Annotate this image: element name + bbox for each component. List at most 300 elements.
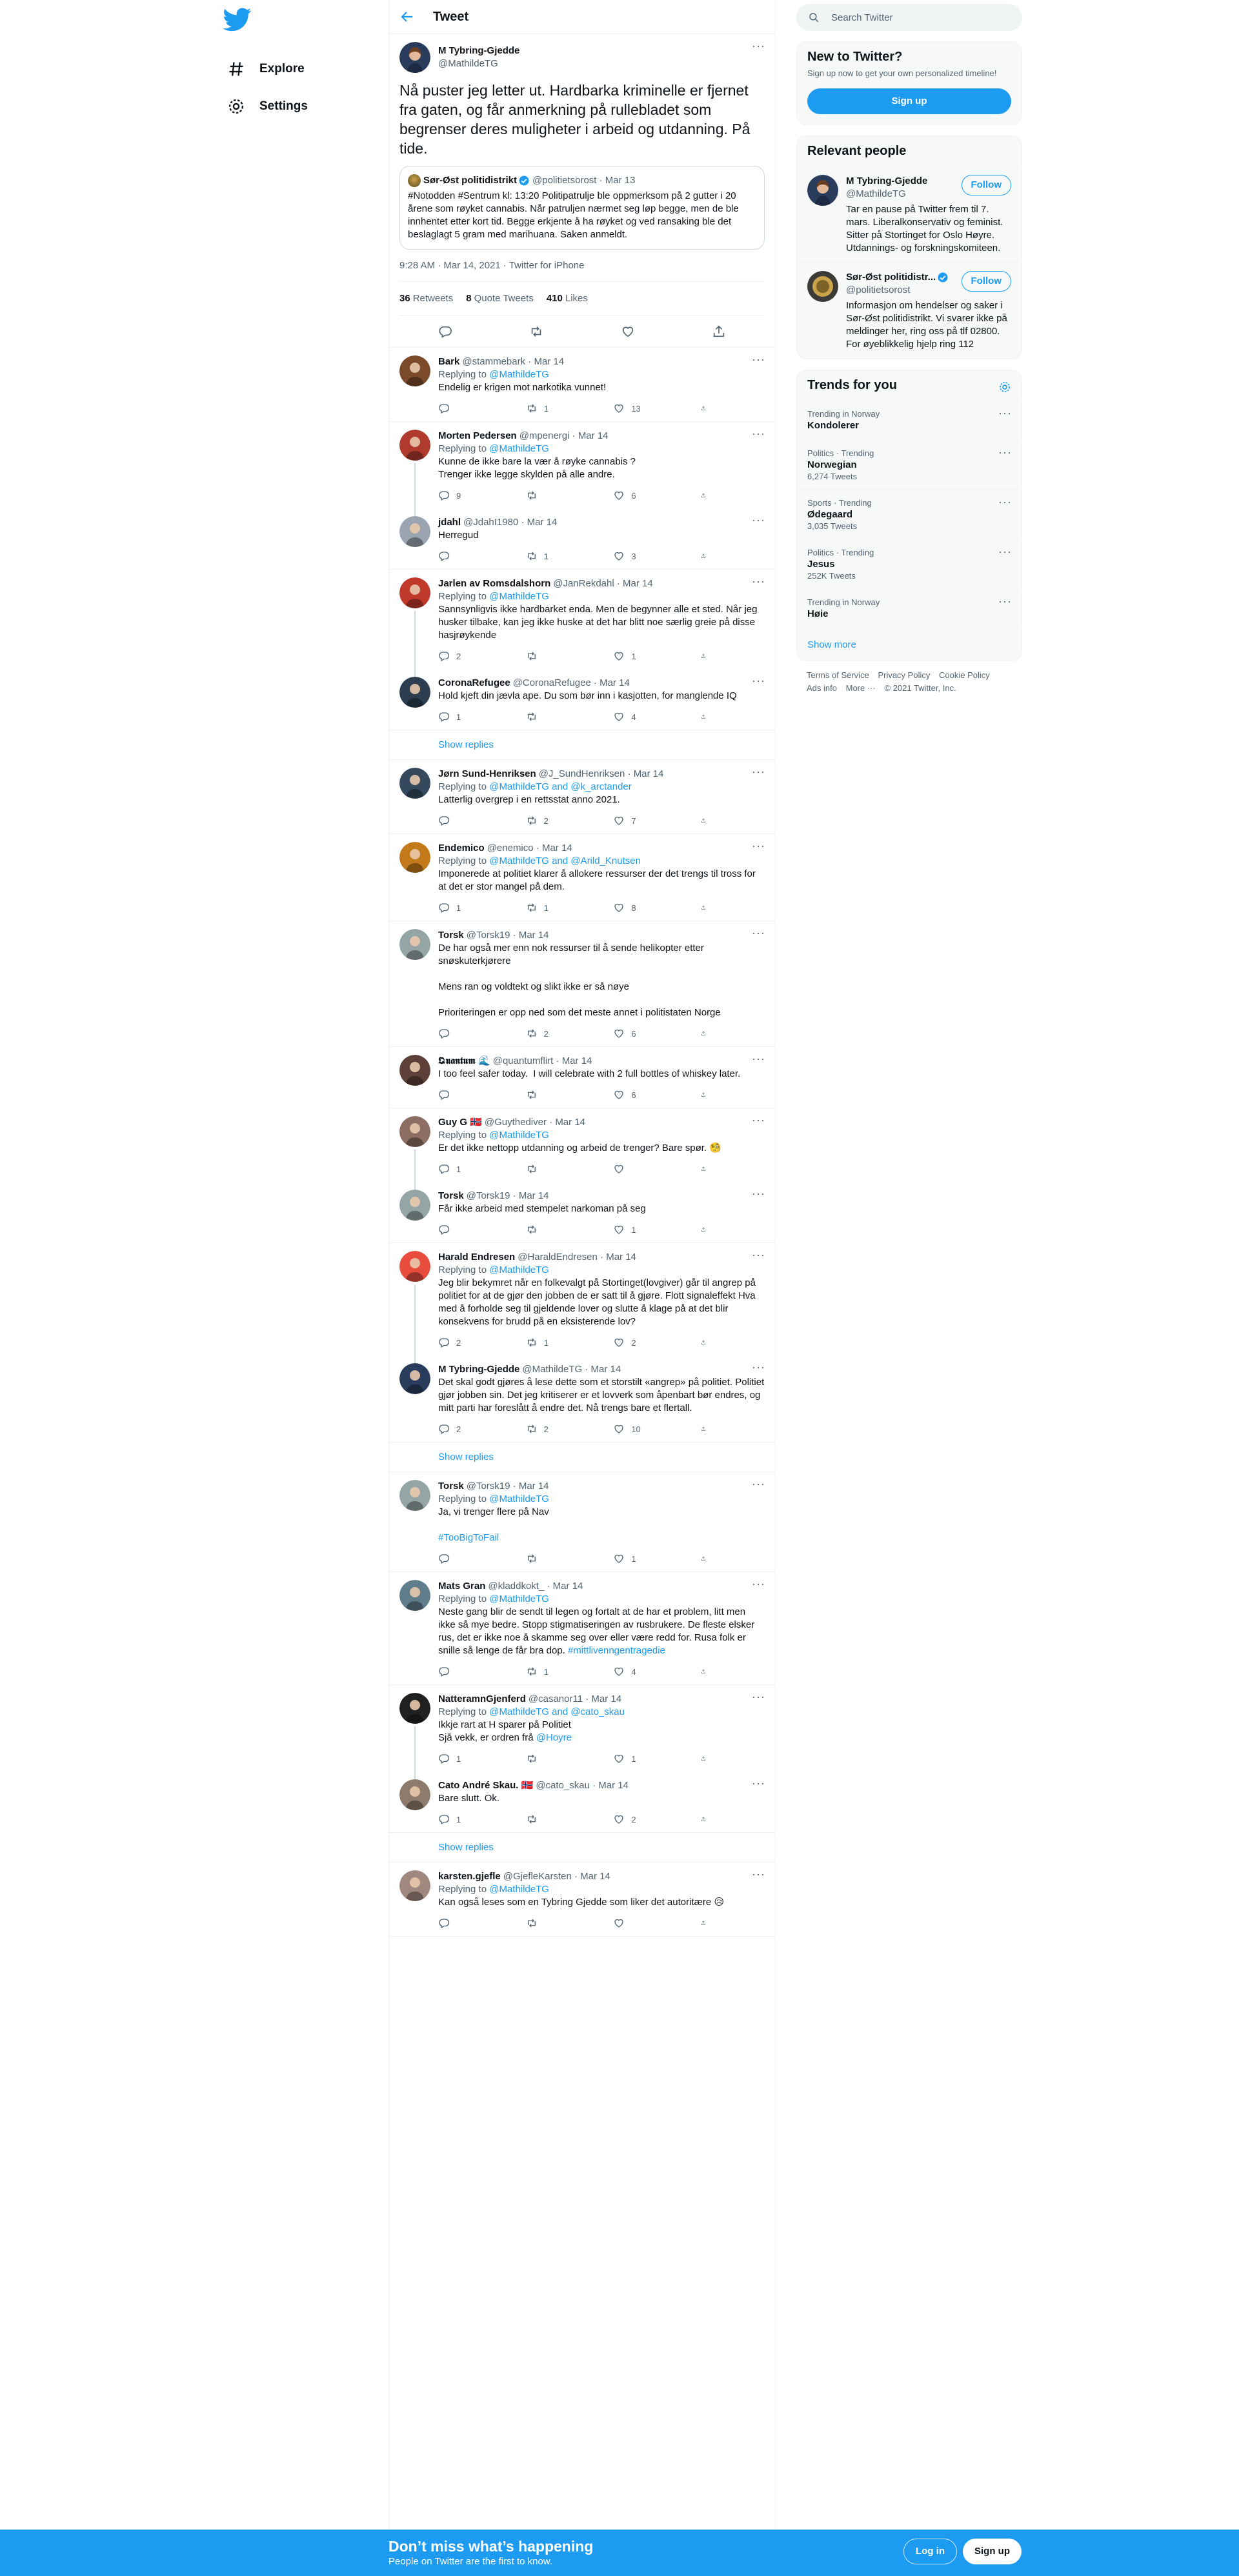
reply-tweet[interactable] — [389, 1685, 775, 1772]
like-button[interactable] — [613, 711, 671, 723]
retweet-button[interactable] — [526, 1553, 584, 1564]
reply-author-name[interactable]: Bark — [438, 356, 460, 367]
footer-link[interactable]: Terms of Service — [807, 670, 869, 680]
avatar[interactable] — [399, 842, 430, 873]
retweet-button[interactable] — [526, 1813, 584, 1825]
follow-button[interactable]: Follow — [962, 271, 1012, 292]
retweet-button[interactable] — [526, 1224, 584, 1235]
share-button[interactable] — [701, 403, 712, 414]
share-button[interactable] — [701, 1224, 712, 1235]
more-options-icon[interactable]: ··· — [752, 765, 765, 778]
reply-author-handle[interactable]: @Torsk19 — [466, 1190, 510, 1201]
retweet-button[interactable] — [526, 1753, 584, 1764]
more-options-icon[interactable]: ··· — [752, 674, 765, 687]
gear-icon[interactable] — [998, 381, 1011, 394]
reply-icon[interactable] — [438, 324, 452, 339]
share-button[interactable] — [701, 1813, 712, 1825]
like-count: 4 — [631, 1666, 636, 1677]
more-options-icon[interactable]: ··· — [752, 39, 765, 52]
share-icon — [701, 1666, 706, 1677]
like-button[interactable] — [613, 1337, 671, 1348]
reply-date[interactable]: Mar 14 — [580, 1871, 610, 1882]
reply-date[interactable]: Mar 14 — [623, 578, 653, 589]
retweet-icon — [526, 711, 538, 723]
trend-item[interactable] — [797, 401, 1022, 440]
share-icon — [701, 711, 706, 723]
retweet-button[interactable] — [526, 550, 584, 562]
reply-icon — [438, 1089, 450, 1101]
replying-to-mention[interactable]: @MathildeTG and @Arild_Knutsen — [489, 855, 641, 866]
reply-tweet[interactable] — [389, 1772, 775, 1833]
follow-button[interactable]: Follow — [962, 175, 1012, 195]
tweet-timestamp[interactable]: 9:28 AM · Mar 14, 2021 — [399, 260, 501, 271]
reply-tweet[interactable] — [389, 669, 775, 730]
retweet-button[interactable] — [526, 1917, 584, 1929]
more-options-icon[interactable]: ··· — [752, 575, 765, 588]
avatar[interactable] — [399, 677, 430, 708]
show-replies-link[interactable]: Show replies — [389, 1833, 775, 1862]
reply-tweet[interactable] — [389, 1355, 775, 1443]
share-icon[interactable] — [712, 324, 726, 339]
replying-to-mention[interactable]: @MathildeTG — [489, 1593, 549, 1604]
retweet-count: 1 — [543, 403, 549, 414]
like-button[interactable] — [613, 1423, 671, 1435]
reply-author-handle[interactable]: @CoronaRefugee — [512, 677, 591, 688]
reply-date[interactable]: Mar 14 — [527, 517, 558, 528]
reply-button[interactable] — [438, 1224, 496, 1235]
author-handle[interactable]: @MathildeTG — [438, 58, 498, 69]
person-card[interactable] — [797, 263, 1022, 359]
quote-separator: · — [596, 175, 605, 186]
replying-to: Replying to @MathildeTG — [438, 1130, 549, 1141]
reply-button[interactable] — [438, 1337, 496, 1348]
more-options-icon[interactable]: ··· — [752, 1777, 765, 1790]
like-button[interactable] — [613, 550, 671, 562]
more-options-icon[interactable]: ··· — [752, 1187, 765, 1200]
like-button[interactable] — [613, 1666, 671, 1677]
reply-button[interactable] — [438, 550, 496, 562]
avatar[interactable] — [399, 1480, 430, 1511]
reply-date[interactable]: Mar 14 — [633, 768, 664, 779]
reply-author-name[interactable]: karsten.gjefle — [438, 1871, 501, 1882]
nav-settings[interactable] — [221, 88, 388, 125]
like-icon — [613, 650, 625, 662]
footer-link[interactable]: Cookie Policy — [938, 670, 990, 680]
thread-line — [414, 1284, 416, 1363]
trend-category: Politics · Trending — [807, 548, 874, 557]
quote-author-name: Sør-Øst politidistrikt — [423, 175, 518, 186]
reply-button[interactable] — [438, 403, 496, 414]
reply-button[interactable] — [438, 1666, 496, 1677]
like-button[interactable] — [613, 1813, 671, 1825]
like-count: 13 — [631, 403, 641, 414]
reply-author-handle[interactable]: @quantumflirt — [492, 1055, 554, 1066]
reply-actions — [438, 1419, 712, 1439]
retweet-icon — [526, 1917, 538, 1929]
reply-author-name[interactable]: jdahl — [438, 517, 461, 528]
login-button[interactable]: Log in — [903, 2539, 957, 2564]
tweet-source[interactable]: Twitter for iPhone — [509, 260, 585, 271]
avatar[interactable] — [399, 1779, 430, 1810]
like-button[interactable] — [613, 650, 671, 662]
like-button[interactable] — [613, 1163, 671, 1175]
reply-button[interactable] — [438, 1089, 496, 1101]
share-button[interactable] — [701, 650, 712, 662]
like-button[interactable] — [613, 815, 671, 826]
like-icon — [613, 711, 625, 723]
more-options-icon[interactable]: ··· — [998, 446, 1012, 459]
share-icon — [701, 815, 706, 826]
reply-author-name[interactable]: Morten Pedersen — [438, 430, 517, 441]
more-options-icon[interactable]: ··· — [752, 1248, 765, 1261]
retweet-button[interactable] — [526, 902, 584, 914]
reply-tweet[interactable] — [389, 760, 775, 834]
retweet-button[interactable] — [526, 815, 584, 826]
reply-date[interactable]: Mar 14 — [591, 1693, 622, 1704]
avatar[interactable] — [399, 1251, 430, 1282]
more-options-icon[interactable]: ··· — [752, 839, 765, 852]
person-name[interactable]: M Tybring-Gjedde — [846, 175, 928, 186]
reply-author-handle[interactable]: @enemico — [487, 843, 534, 854]
reply-button[interactable] — [438, 1028, 496, 1039]
more-options-icon[interactable]: ··· — [752, 926, 765, 939]
avatar[interactable] — [399, 355, 430, 386]
like-button[interactable] — [613, 490, 671, 501]
reply-author-handle[interactable]: @J_SundHenriksen — [538, 768, 625, 779]
reply-tweet[interactable] — [389, 422, 775, 508]
reply-tweet[interactable] — [389, 508, 775, 570]
more-options-icon[interactable]: ··· — [752, 353, 765, 366]
reply-button[interactable] — [438, 711, 496, 723]
reply-text: Herregud — [438, 530, 479, 541]
replying-to-mention[interactable]: @MathildeTG and @k_arctander — [489, 781, 632, 792]
reply-date[interactable]: Mar 14 — [518, 1190, 549, 1201]
retweet-button[interactable] — [526, 1337, 584, 1348]
retweet-button[interactable] — [526, 490, 584, 501]
replying-to-mention[interactable]: @MathildeTG — [489, 1884, 549, 1895]
share-button[interactable] — [701, 1163, 712, 1175]
nav-explore[interactable] — [221, 50, 388, 88]
retweet-button[interactable] — [526, 711, 584, 723]
reply-date[interactable]: Mar 14 — [555, 1117, 585, 1128]
quoted-tweet[interactable] — [399, 166, 765, 250]
person-name[interactable]: Sør-Øst politidistr... — [846, 271, 951, 284]
reply-author-name[interactable]: Torsk — [438, 1481, 464, 1492]
reply-author-handle[interactable]: @stammebark — [462, 356, 526, 367]
person-handle: @MathildeTG — [846, 188, 906, 199]
like-button[interactable] — [613, 1753, 671, 1764]
reply-separator: · — [510, 930, 519, 941]
reply-actions — [438, 398, 712, 419]
more-options-icon[interactable]: ··· — [998, 595, 1012, 608]
retweet-button[interactable] — [526, 1666, 584, 1677]
reply-author-handle[interactable]: @GjefleKarsten — [503, 1871, 572, 1882]
like-button[interactable] — [613, 1553, 671, 1564]
quote-author-handle: @politietsorost — [532, 175, 597, 186]
reply-date[interactable]: Mar 14 — [541, 843, 572, 854]
replying-to-mention[interactable]: @MathildeTG — [489, 1130, 549, 1141]
reply-tweet[interactable] — [389, 1572, 775, 1685]
show-replies-link[interactable]: Show replies — [389, 730, 775, 760]
reply-text: Ja, vi trenger flere på Nav #TooBigToFail — [438, 1506, 549, 1543]
reply-actions — [438, 1023, 712, 1044]
share-button[interactable] — [701, 1028, 712, 1039]
show-more-link[interactable]: Show more — [797, 628, 1022, 661]
reply-button[interactable] — [438, 1553, 496, 1564]
replying-to-mention[interactable]: @MathildeTG — [489, 1493, 549, 1504]
reply-date[interactable]: Mar 14 — [534, 356, 565, 367]
avatar[interactable] — [399, 516, 430, 547]
replying-to-mention[interactable]: @MathildeTG — [489, 443, 549, 454]
hashtag-link[interactable]: #mittlivenngentragedie — [567, 1645, 665, 1656]
reply-author-handle[interactable]: @HaraldEndresen — [518, 1252, 598, 1263]
like-button[interactable] — [613, 1089, 671, 1101]
reply-date[interactable]: Mar 14 — [552, 1581, 583, 1592]
reply-tweet[interactable] — [389, 1862, 775, 1937]
likes-stat[interactable]: 410 Likes — [546, 293, 588, 304]
share-icon — [701, 550, 706, 562]
more-options-icon[interactable]: ··· — [752, 1477, 765, 1490]
more-options-icon[interactable]: ··· — [752, 427, 765, 440]
retweet-button[interactable] — [526, 1423, 584, 1435]
reply-author-name[interactable]: M Tybring-Gjedde — [438, 1364, 520, 1375]
trend-item[interactable] — [797, 589, 1022, 628]
replying-to: Replying to @MathildeTG and @cato_skau — [438, 1706, 625, 1717]
banner-signup-button[interactable]: Sign up — [963, 2539, 1022, 2564]
reply-separator: · — [590, 677, 600, 688]
twitter-logo-icon[interactable] — [223, 5, 252, 34]
retweet-icon[interactable] — [529, 324, 543, 339]
retweet-count: 1 — [543, 551, 549, 561]
like-button[interactable] — [613, 902, 671, 914]
reply-button[interactable] — [438, 1753, 496, 1764]
avatar[interactable] — [399, 1363, 430, 1394]
retweet-button[interactable] — [526, 403, 584, 414]
reply-button[interactable] — [438, 1423, 496, 1435]
like-icon — [613, 1423, 625, 1435]
reply-author-name[interactable]: NatteramnGjenferd — [438, 1693, 526, 1704]
avatar[interactable] — [399, 430, 430, 461]
share-button[interactable] — [701, 815, 712, 826]
reply-button[interactable] — [438, 902, 496, 914]
reply-author-handle[interactable]: @cato_skau — [536, 1780, 590, 1791]
reply-date[interactable]: Mar 14 — [561, 1055, 592, 1066]
like-count: 4 — [631, 712, 636, 722]
reply-actions — [438, 1332, 712, 1353]
more-options-icon[interactable]: ··· — [998, 406, 1012, 419]
signup-button[interactable]: Sign up — [807, 88, 1011, 114]
more-options-icon[interactable]: ··· — [752, 514, 765, 526]
reply-button[interactable] — [438, 1917, 496, 1929]
reply-author-name[interactable]: Harald Endresen — [438, 1252, 516, 1263]
trend-item[interactable] — [797, 539, 1022, 589]
reply-button[interactable] — [438, 1163, 496, 1175]
reply-date[interactable]: Mar 14 — [518, 1481, 549, 1492]
reply-tweet[interactable] — [389, 921, 775, 1047]
reply-count: 1 — [456, 903, 461, 913]
mention-link[interactable]: @Hoyre — [536, 1732, 572, 1743]
retweet-icon — [526, 1423, 538, 1435]
reply-date[interactable]: Mar 14 — [518, 930, 549, 941]
reply-button[interactable] — [438, 650, 496, 662]
avatar[interactable] — [399, 577, 430, 608]
share-button[interactable] — [701, 1337, 712, 1348]
footer-link[interactable]: Ads info — [807, 683, 837, 693]
replying-to-mention[interactable]: @MathildeTG — [489, 591, 549, 602]
like-count: 7 — [631, 815, 636, 826]
replying-to-mention[interactable]: @MathildeTG and @cato_skau — [489, 1706, 625, 1717]
copyright: © 2021 Twitter, Inc. — [884, 683, 956, 693]
reply-text: Kan også leses som en Tybring Gjedde som liker det autoritære 😥 — [438, 1897, 725, 1908]
footer-link[interactable]: More ··· — [845, 683, 876, 693]
like-button[interactable] — [613, 1917, 671, 1929]
avatar[interactable] — [807, 271, 838, 302]
like-button[interactable] — [613, 403, 671, 414]
more-options-icon[interactable]: ··· — [998, 545, 1012, 558]
reply-author-name[interactable]: Endemico — [438, 843, 485, 854]
like-icon[interactable] — [621, 324, 635, 339]
reply-actions — [438, 1913, 712, 1933]
replying-to-mention[interactable]: @MathildeTG — [489, 1264, 549, 1275]
like-icon — [613, 902, 625, 914]
reply-date[interactable]: Mar 14 — [590, 1364, 621, 1375]
retweet-button[interactable] — [526, 1089, 584, 1101]
reply-tweet[interactable] — [389, 570, 775, 669]
reply-tweet[interactable] — [389, 1108, 775, 1182]
reply-author-name[interactable]: CoronaRefugee — [438, 677, 510, 688]
reply-date[interactable]: Mar 14 — [599, 677, 630, 688]
more-options-icon[interactable]: ··· — [752, 1361, 765, 1373]
reply-date[interactable]: Mar 14 — [606, 1252, 636, 1263]
share-button[interactable] — [701, 1917, 712, 1929]
reply-author-handle[interactable]: @Torsk19 — [466, 930, 510, 941]
more-options-icon[interactable]: ··· — [752, 1052, 765, 1065]
reply-author-handle[interactable]: @Guythediver — [484, 1117, 547, 1128]
more-options-icon[interactable]: ··· — [752, 1113, 765, 1126]
hashtag-link[interactable]: #TooBigToFail — [438, 1532, 499, 1543]
reply-author-name[interactable]: Cato André Skau. 🇳🇴 — [438, 1780, 534, 1791]
share-button[interactable] — [701, 490, 712, 501]
reply-author-name[interactable]: Torsk — [438, 930, 464, 941]
reply-actions — [438, 1548, 712, 1569]
trend-item[interactable] — [797, 440, 1022, 490]
avatar[interactable] — [399, 1116, 430, 1147]
reply-author-name[interactable]: Jarlen av Romsdalshorn — [438, 578, 551, 589]
reply-author-handle[interactable]: @MathildeTG — [522, 1364, 583, 1375]
person-card[interactable] — [797, 166, 1022, 263]
reply-date[interactable]: Mar 14 — [598, 1780, 629, 1791]
avatar[interactable] — [399, 1693, 430, 1724]
retweet-button[interactable] — [526, 1028, 584, 1039]
reply-author-handle[interactable]: @JanRekdahl — [553, 578, 614, 589]
reply-icon — [438, 490, 450, 501]
author-name[interactable]: M Tybring-Gjedde — [438, 45, 520, 56]
reply-author-handle[interactable]: @Torsk19 — [466, 1481, 510, 1492]
banner-title: Don’t miss what’s happening — [388, 2538, 594, 2555]
like-button[interactable] — [613, 1028, 671, 1039]
avatar[interactable] — [399, 929, 430, 960]
search-input[interactable] — [796, 4, 1022, 31]
reply-tweet[interactable] — [389, 1472, 775, 1572]
share-button[interactable] — [701, 550, 712, 562]
reply-button[interactable] — [438, 490, 496, 501]
left-nav — [221, 0, 388, 125]
reply-tweet[interactable] — [389, 348, 775, 422]
share-button[interactable] — [701, 1753, 712, 1764]
footer-link[interactable]: Privacy Policy — [878, 670, 931, 680]
more-options-icon[interactable]: ··· — [752, 1577, 765, 1590]
reply-tweet[interactable] — [389, 1047, 775, 1108]
avatar[interactable] — [399, 1870, 430, 1901]
reply-author-name[interactable]: Mats Gran — [438, 1581, 486, 1592]
more-options-icon[interactable]: ··· — [752, 1868, 765, 1881]
reply-tweet[interactable] — [389, 1243, 775, 1355]
share-icon — [701, 1163, 706, 1175]
avatar[interactable] — [399, 42, 430, 73]
like-button[interactable] — [613, 1224, 671, 1235]
share-button[interactable] — [701, 1666, 712, 1677]
like-count: 1 — [631, 1224, 636, 1235]
avatar[interactable] — [399, 1190, 430, 1221]
retweet-button[interactable] — [526, 650, 584, 662]
trend-category: Sports · Trending — [807, 498, 872, 508]
reply-author-name[interactable]: Jørn Sund-Henriksen — [438, 768, 536, 779]
show-replies-link[interactable]: Show replies — [389, 1443, 775, 1472]
reply-author-name[interactable]: 𝕼𝖚𝖆𝖓𝖙𝖚𝖒 🌊 — [438, 1055, 490, 1066]
reply-button[interactable] — [438, 1813, 496, 1825]
reply-date[interactable]: Mar 14 — [578, 430, 609, 441]
reply-separator: · — [583, 1693, 592, 1704]
back-arrow-icon[interactable] — [399, 9, 415, 25]
more-options-icon[interactable]: ··· — [998, 495, 1012, 508]
retweet-icon — [526, 490, 538, 501]
reply-tweet[interactable] — [389, 834, 775, 921]
reply-author-handle[interactable]: @kladdkokt_ — [488, 1581, 545, 1592]
avatar[interactable] — [399, 1055, 430, 1086]
trend-tweet-count: 6,274 Tweets — [807, 472, 858, 481]
reply-author-handle[interactable]: @casanor11 — [528, 1693, 583, 1704]
reply-icon — [438, 403, 450, 414]
avatar[interactable] — [807, 175, 838, 206]
share-button[interactable] — [701, 1423, 712, 1435]
retweets-stat[interactable]: 36 Retweets — [399, 293, 454, 304]
reply-tweet[interactable] — [389, 1182, 775, 1243]
reply-author-handle[interactable]: @JdahI1980 — [463, 517, 519, 528]
reply-author-handle[interactable]: @mpenergi — [519, 430, 570, 441]
share-button[interactable] — [701, 711, 712, 723]
reply-count: 2 — [456, 1424, 461, 1434]
like-count: 1 — [631, 1753, 636, 1764]
reply-author-name[interactable]: Torsk — [438, 1190, 464, 1201]
reply-button[interactable] — [438, 815, 496, 826]
more-options-icon[interactable]: ··· — [752, 1690, 765, 1703]
trend-tweet-count: 252K Tweets — [807, 571, 856, 581]
reply-author-name[interactable]: Guy G 🇳🇴 — [438, 1117, 482, 1128]
share-icon — [701, 1753, 706, 1764]
quotes-stat[interactable]: 8 Quote Tweets — [466, 293, 534, 304]
share-button[interactable] — [701, 1553, 712, 1564]
retweet-button[interactable] — [526, 1163, 584, 1175]
reply-actions — [438, 485, 712, 506]
avatar[interactable] — [399, 1580, 430, 1611]
share-button[interactable] — [701, 902, 712, 914]
reply-separator: · — [625, 768, 634, 779]
share-button[interactable] — [701, 1089, 712, 1101]
replying-to-mention[interactable]: @MathildeTG — [489, 369, 549, 380]
retweet-icon — [526, 1666, 538, 1677]
avatar[interactable] — [399, 768, 430, 799]
trend-item[interactable] — [797, 490, 1022, 539]
